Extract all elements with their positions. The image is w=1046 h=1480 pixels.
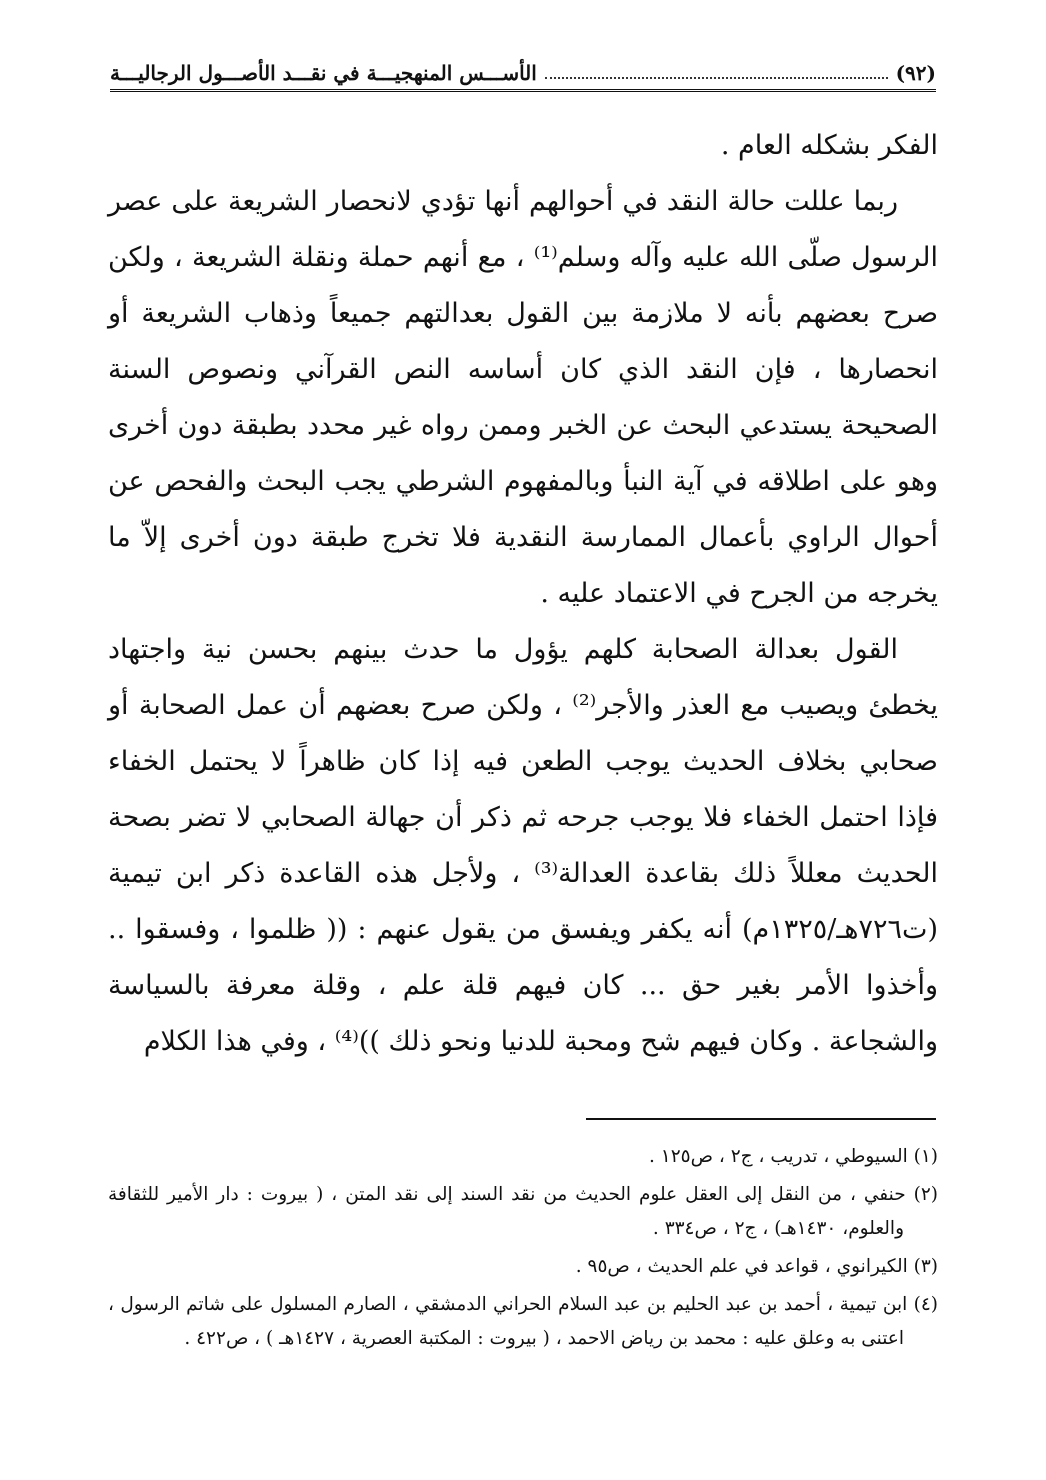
paragraph: ربما عللت حالة النقد في أحوالهم أنها تؤدي لانحصار الشريعة على عصر الرسول صلّى الله عليه وآله وسلم⁽¹⁾ ، مع أنهم حملة ونقلة الشريعة ، ولكن صرح بعضهم بأنه لا ملازمة بين القول بعدالتهم جميعاً وذهاب الشريعة أو انحصارها ، فإن النقد الذي كان أساسه النص القرآني ونصوص السنة الصحيحة يستدعي البحث عن الخبر وممن رواه غير محدد بطبقة دون أخرى وهو على اطلاقه في آية النبأ وبالمفهوم الشرطي يجب البحث والفحص عن أحوال الراوي بأعمال الممارسة النقدية فلا تخرج طبقة دون أخرى إلاّ ما يخرجه من الجرح في الاعتماد عليه .: [108, 186, 938, 609]
footnote-separator: [586, 1118, 936, 1120]
paragraph-continuation: الفكر بشكله العام .: [720, 130, 938, 161]
header-dotted-leader: [545, 77, 888, 79]
running-title: الأســـس المنهجيـــة في نقـــد الأصـــول الرجاليـــة: [110, 61, 537, 85]
page-number: (٩٢): [895, 61, 936, 85]
footnote-1: (١) السيوطي ، تدريب ، ج٢ ، ص١٢٥ .: [649, 1146, 938, 1167]
main-text: [108, 118, 938, 1070]
footnote-4: (٤) ابن تيمية ، أحمد بن عبد الحليم بن عبد السلام الحراني الدمشقي ، الصارم المسلول على شاتم الرسول ، اعتنى به وعلق عليه : محمد بن رياض الاحمد ، ( بيروت : المكتبة العصرية ، ١٤٢٧هـ ) ، ص٤٢٢ .: [108, 1294, 938, 1349]
paragraph: القول بعدالة الصحابة كلهم يؤول ما حدث بينهم بحسن نية واجتهاد يخطئ ويصيب مع العذر والأجر⁽²⁾ ، ولكن صرح بعضهم أن عمل الصحابة أو صحابي بخلاف الحديث يوجب الطعن فيه إذا كان ظاهراً لا يحتمل الخفاء فإذا احتمل الخفاء فلا يوجب جرحه ثم ذكر أن جهالة الصحابي لا تضر بصحة الحديث معللاً ذلك بقاعدة العدالة⁽³⁾ ، ولأجل هذه القاعدة ذكر ابن تيمية (ت٧٢٦هـ/١٣٢٥م) أنه يكفر ويفسق من يقول عنهم : (( ظلموا ، وفسقوا .. وأخذوا الأمر بغير حق ... كان فيهم قلة علم ، وقلة معرفة بالسياسة والشجاعة . وكان فيهم شح ومحبة للدنيا ونحو ذلك ))⁽⁴⁾ ، وفي هذا الكلام: [108, 634, 939, 1057]
footnote-3: (٣) الكيرانوي ، قواعد في علم الحديث ، ص٩٥ .: [575, 1256, 938, 1277]
footnotes: [108, 1140, 938, 1360]
footnote-2: (٢) حنفي ، من النقل إلى العقل علوم الحديث من نقد السند إلى نقد المتن ، ( بيروت : دار الأمير للثقافة والعلوم، ١٤٣٠هـ) ، ج٢ ، ص٣٣٤ .: [108, 1184, 938, 1239]
page-header: [110, 52, 936, 92]
